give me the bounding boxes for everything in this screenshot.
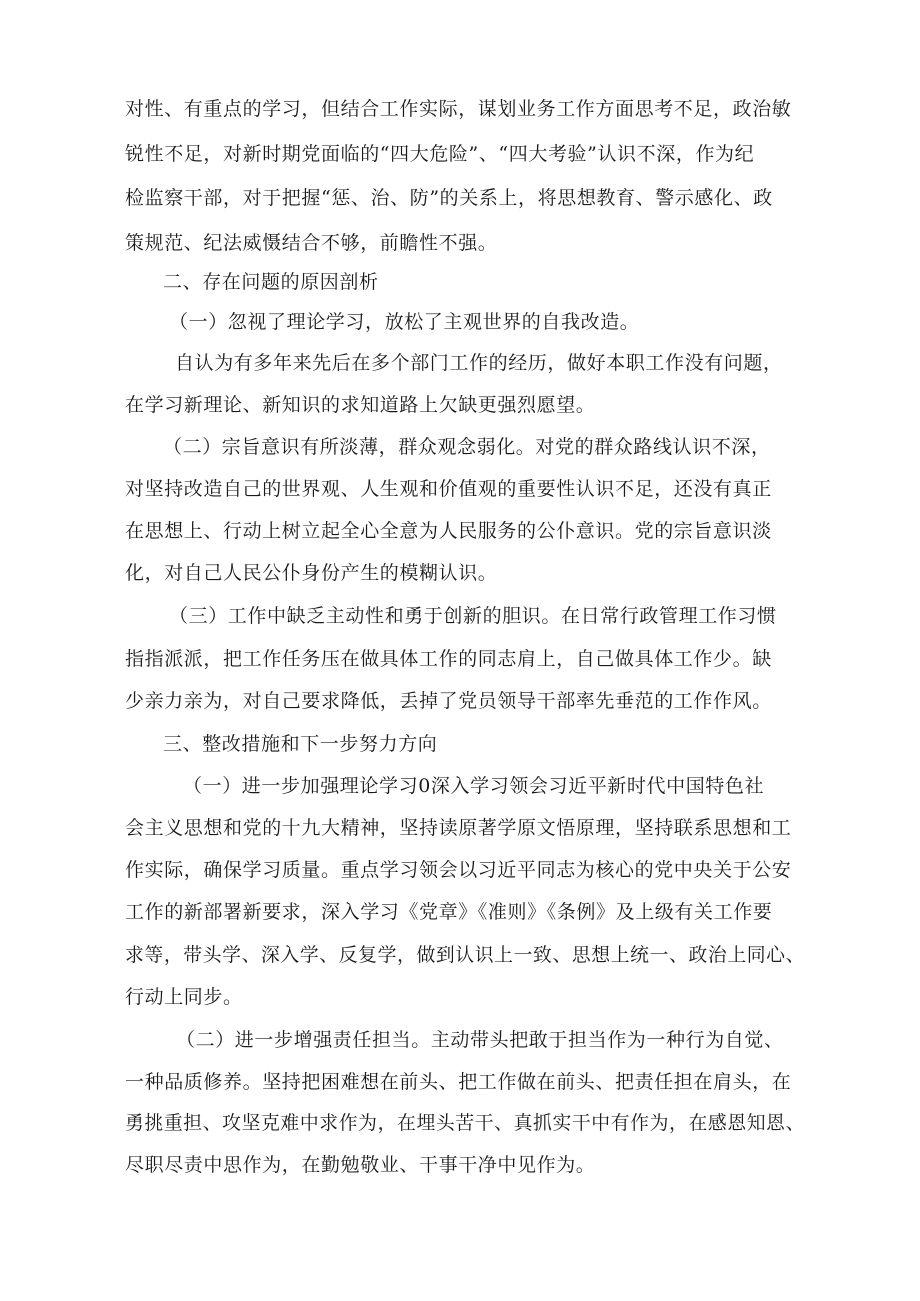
subsection-heading: （一）忽视了理论学习，放松了主观世界的自我改造。 (169, 311, 640, 333)
text-line: 指指派派，把工作任务压在做具体工作的同志肩上，自己做具体工作少。缺 (125, 648, 772, 670)
text-line: 自认为有多年来先后在多个部门工作的经历，做好本职工作没有问题， (175, 352, 783, 374)
text-line: 会主义思想和党的十九大精神，坚持读原著学原文悟原理，坚持联系思想和工 (125, 817, 792, 839)
text-line: 求等，带头学、深入学、反复学，做到认识上一致、思想上统一、政治上同心、 (125, 944, 806, 966)
text-line: （二）进一步增强责任担当。主动带头把敢于担当作为一种行为自觉、 (176, 1029, 784, 1051)
text-line: 行动上同步。 (125, 986, 243, 1008)
text-line: （一）进一步加强理论学习0深入学习领会习近平新时代中国特色社 (183, 775, 765, 797)
text-line: （三）工作中缺乏主动性和勇于创新的胆识。在日常行政管理工作习惯 (169, 605, 777, 627)
text-line: 少亲力亲为，对自己要求降低，丢掉了党员领导干部率先垂范的工作作风。 (125, 690, 772, 712)
section-heading: 三、整改措施和下一步努力方向 (163, 733, 438, 755)
text-line: 作实际，确保学习质量。重点学习领会以习近平同志为核心的党中央关于公安 (125, 859, 792, 881)
section-heading: 二、存在问题的原因剖析 (163, 271, 379, 293)
text-line: 勇挑重担、攻坚克难中求作为，在埋头苦干、真抓实干中有作为，在感恩知恩、 (125, 1112, 806, 1134)
text-line: 尽职尽责中思作为，在勤勉敬业、干事干净中见作为。 (125, 1154, 596, 1176)
text-line: 一种品质修养。坚持把困难想在前头、把工作做在前头、把责任担在肩头，在 (125, 1071, 792, 1093)
text-line: 对性、有重点的学习，但结合工作实际，谋划业务工作方面思考不足，政治敏 (125, 98, 792, 120)
text-line: 工作的新部署新要求，深入学习《党章》《准则》《条例》及上级有关工作要 (125, 901, 773, 923)
text-line: 在学习新理论、新知识的求知道路上欠缺更强烈愿望。 (125, 394, 596, 416)
text-line: 对坚持改造自己的世界观、人生观和价值观的重要性认识不足，还没有真正 (125, 478, 772, 500)
text-line: 锐性不足，对新时期党面临的“四大危险”、“四大考验”认识不深，作为纪 (125, 143, 755, 165)
text-line: 在思想上、行动上树立起全心全意为人民服务的公仆意识。党的宗旨意识淡 (125, 520, 772, 542)
text-line: 策规范、纪法威慑结合不够，前瞻性不强。 (125, 232, 498, 254)
text-line: （二）宗旨意识有所淡薄，群众观念弱化。对党的群众路线认识不深， (163, 436, 771, 458)
text-line: 检监察干部，对于把握“惩、治、防”的关系上，将思想教育、警示感化、政 (125, 187, 773, 209)
text-line: 化，对自己人民公仆身份产生的模糊认识。 (125, 562, 498, 584)
